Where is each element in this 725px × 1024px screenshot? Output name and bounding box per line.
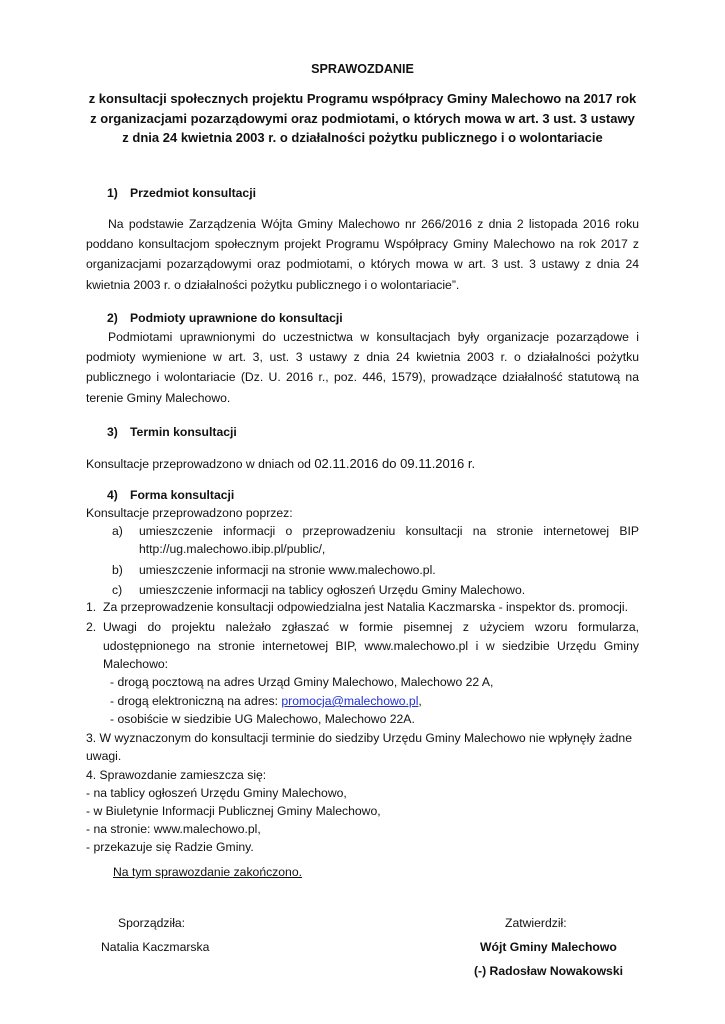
- prepared-by-name: Natalia Kaczmarska: [101, 940, 210, 954]
- subtitle-line: z organizacjami pozarządowymi oraz podmiotami, o których mowa w art. 3 ust. 3 ustawy: [90, 110, 635, 126]
- date-to: 09.11.2016 r.: [400, 456, 476, 471]
- note-4-title: 4. Sprawozdanie zamieszcza się:: [86, 768, 267, 782]
- publish-item: - w Biuletynie Informacji Publicznej Gminy Malechowo,: [86, 804, 381, 818]
- channel-post: - drogą pocztową na adres Urząd Gminy Malechowo, Malechowo 22 A,: [110, 675, 494, 689]
- list-item: [86, 618, 639, 673]
- section-4-heading: [107, 486, 234, 504]
- publish-item: - przekazuje się Radzie Gminy.: [86, 840, 254, 854]
- prepared-by-label: Sporządziła:: [118, 916, 186, 930]
- approver-title: Wójt Gminy Malechowo: [480, 940, 617, 954]
- section-title: Przedmiot konsultacji: [130, 186, 256, 200]
- list-marker: b): [112, 562, 123, 577]
- section-2-heading: [107, 309, 343, 327]
- section-title: Termin konsultacji: [130, 425, 237, 439]
- list-item: [112, 522, 639, 559]
- section-2-text: [86, 327, 639, 408]
- list-item-text: Uwagi do projektu należało zgłaszać w formie pisemnej z użyciem wzoru formularza, udostępnionego na stronie internetowej BIP, www.malechowo.pl i w siedzibie Urzędu Gminy Malechowo:: [103, 620, 639, 672]
- document-title: SPRAWOZDANIE: [311, 62, 414, 76]
- list-marker: c): [112, 583, 123, 598]
- section-4-intro: Konsultacje przeprowadzono poprzez:: [86, 506, 293, 520]
- channel-inperson: - osobiście w siedzibie UG Malechowo, Malechowo 22A.: [110, 712, 415, 726]
- closing-statement: Na tym sprawozdanie zakończono.: [113, 865, 303, 879]
- paragraph-text: Na podstawie Zarządzenia Wójta Gminy Malechowo nr 266/2016 z dnia 2 listopada 2016 roku poddano konsultacjom społecznym projekt Programu Współpracy Gminy Malechowo na rok 2017 z organizacjami pozarządowymi oraz podmiotami, o których mowa w art. 3 ust. 3 ustawy z dnia 24 kwietnia 2003 r. o działalności pożytku publicznego i o wolontariacie”.: [86, 217, 639, 292]
- section-3-heading: [107, 423, 237, 441]
- section-number: 2): [107, 311, 118, 325]
- subtitle-line: z konsultacji społecznych projektu Programu współpracy Gminy Malechowo na 2017 rok: [88, 91, 637, 106]
- channel-email: [110, 692, 422, 710]
- letter-list: [112, 522, 639, 600]
- list-item-text: Za przeprowadzenie konsultacji odpowiedzialna jest Natalia Kaczmarska - inspektor ds. promocji.: [103, 600, 628, 614]
- document-subtitle: [0, 89, 725, 148]
- list-marker: 2.: [86, 620, 97, 635]
- section-1-heading: [107, 184, 256, 202]
- email-link[interactable]: promocja@malechowo.pl: [281, 694, 419, 708]
- section-1-text: [86, 214, 639, 295]
- subtitle-line: z dnia 24 kwietnia 2003 r. o działalności pożytku publicznego i o wolontariacie: [122, 130, 603, 146]
- list-item-text: umieszczenie informacji o przeprowadzeniu konsultacji na stronie internetowej BIP http://ug.malechowo.ibip.pl/public/,: [139, 524, 639, 557]
- list-item: [112, 581, 639, 599]
- list-marker: 1.: [86, 600, 97, 614]
- list-item: [86, 598, 639, 616]
- section-number: 1): [107, 186, 118, 200]
- paragraph-text: do: [378, 456, 401, 471]
- list-item-text: umieszczenie informacji na stronie www.malechowo.pl.: [139, 562, 436, 577]
- paragraph-text: Konsultacje przeprowadzono w dniach od: [86, 457, 315, 471]
- approved-by-label: Zatwierdził:: [505, 916, 567, 930]
- numbered-list: [86, 598, 639, 674]
- section-3-text: [86, 455, 475, 473]
- section-title: Forma konsultacji: [130, 488, 235, 502]
- note-3: 3. W wyznaczonym do konsultacji terminie do siedziby Urzędu Gminy Malechowo nie wpłynęły żadne uwagi.: [86, 731, 632, 764]
- channel-text: ,: [418, 694, 422, 708]
- date-from: 02.11.2016: [314, 456, 379, 471]
- publish-item: - na tablicy ogłoszeń Urzędu Gminy Malechowo,: [86, 786, 347, 800]
- section-number: 3): [107, 425, 118, 439]
- section-title: Podmioty uprawnione do konsultacji: [130, 311, 343, 325]
- list-item-text: umieszczenie informacji na tablicy ogłoszeń Urzędu Gminy Malechowo.: [139, 583, 526, 598]
- paragraph-text: Podmiotami uprawnionymi do uczestnictwa w konsultacjach były organizacje pozarządowe i podmioty wymienione w art. 3, ust. 3 ustawy z dnia 24 kwietnia 2003 r. o działalności pożytku publicznego i wolontariacie (Dz. U. 2016 r., poz. 446, 1579), prowadzące działalność statutową na terenie Gminy Malechowo.: [86, 330, 639, 405]
- list-item: [112, 561, 639, 579]
- list-marker: a): [112, 524, 123, 538]
- approver-name: (-) Radosław Nowakowski: [474, 964, 623, 978]
- section-number: 4): [107, 488, 118, 502]
- publish-item: - na stronie: www.malechowo.pl,: [86, 822, 261, 836]
- channel-text: - drogą elektroniczną na adres:: [110, 694, 282, 708]
